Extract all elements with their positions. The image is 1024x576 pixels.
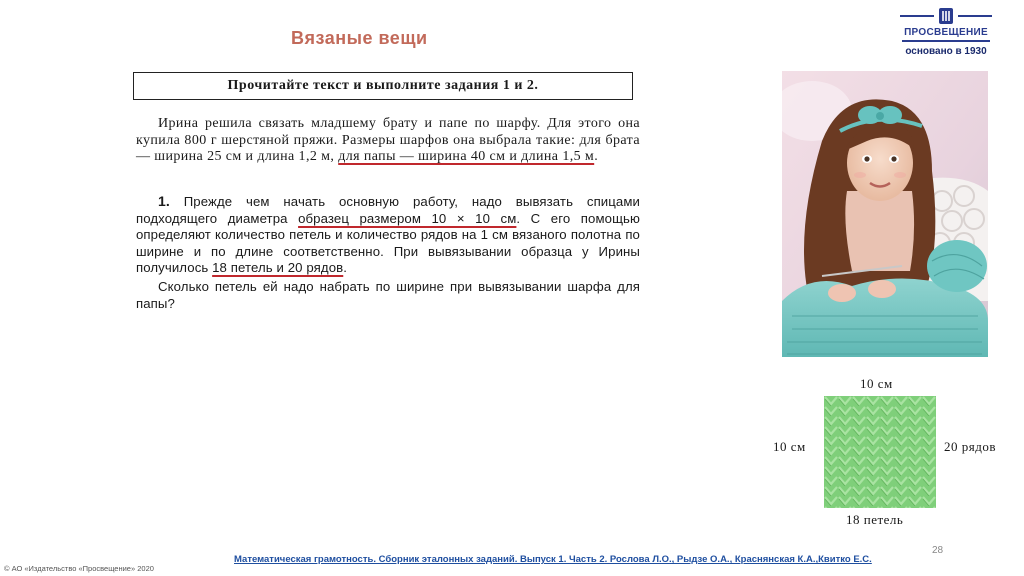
copyright-note: © АО «Издательство «Просвещение» 2020 — [4, 564, 154, 573]
book-icon — [938, 7, 954, 25]
source-link[interactable]: Математическая грамотность. Сборник эталонных заданий. Выпуск 1. Часть 2. Рослова Л.О., Рыдзе О.А., Краснянская К.А.,Квитко Е.С. — [234, 554, 872, 565]
question-text: Сколько петель ей надо набрать по ширине при вывязывании шарфа для папы? — [136, 279, 640, 311]
task-instruction-box: Прочитайте текст и выполните задания 1 и 2. — [133, 72, 633, 100]
slide-title: Вязаные вещи — [291, 28, 428, 48]
intro-paragraph: Ирина решила связать младшему брату и папе по шарфу. Для этого она купила 800 г шерстяной пряжи. Размеры шарфов она выбрала такие: для брата — ширина 25 см и длина 1,2 м, для папы — ширина 40 см и длина 1,5 м. — [136, 116, 640, 164]
task1-number: 1. — [158, 193, 170, 209]
page-number: 28 — [932, 545, 944, 556]
task1-paragraph: 1. Прежде чем начать основную работу, надо вывязать спицами подходящего диаметра образец размером 10 × 10 см. С его помощью определяют количество петель и количество рядов на 1 см вязаного полотна по ширине и по длине соответственно. При вывязывании образца у Ирины получилось 18 петель и 20 рядов. — [136, 193, 640, 275]
dad-scarf-size: для папы — ширина 40 см и длина 1,5 м — [338, 149, 595, 164]
knitting-girl-photo — [782, 71, 988, 357]
logo-mark — [898, 6, 994, 26]
logo-founded: основано в 1930 — [905, 46, 987, 57]
sample-rows-label: 20 рядов — [944, 439, 996, 454]
sample-width-label: 10 см — [860, 376, 893, 391]
sample-result: 18 петель и 20 рядов — [212, 260, 344, 275]
sample-height-label: 10 см — [773, 439, 806, 454]
question-paragraph — [136, 279, 640, 312]
intro-text: Ирина решила связать младшему брату и папе по шарфу. Для этого она купила 800 г шерстяной пряжи. Размеры шарфов она выбрала такие: для брата — ширина 25 см и длина 1,2 м, — [136, 116, 640, 164]
logo-name: ПРОСВЕЩЕНИЕ — [904, 27, 988, 38]
publisher-logo — [898, 6, 994, 57]
sample-size: образец размером 10 × 10 см — [298, 210, 517, 226]
sample-stitches-label: 18 петель — [846, 512, 904, 527]
knitting-sample-swatch — [824, 396, 936, 508]
